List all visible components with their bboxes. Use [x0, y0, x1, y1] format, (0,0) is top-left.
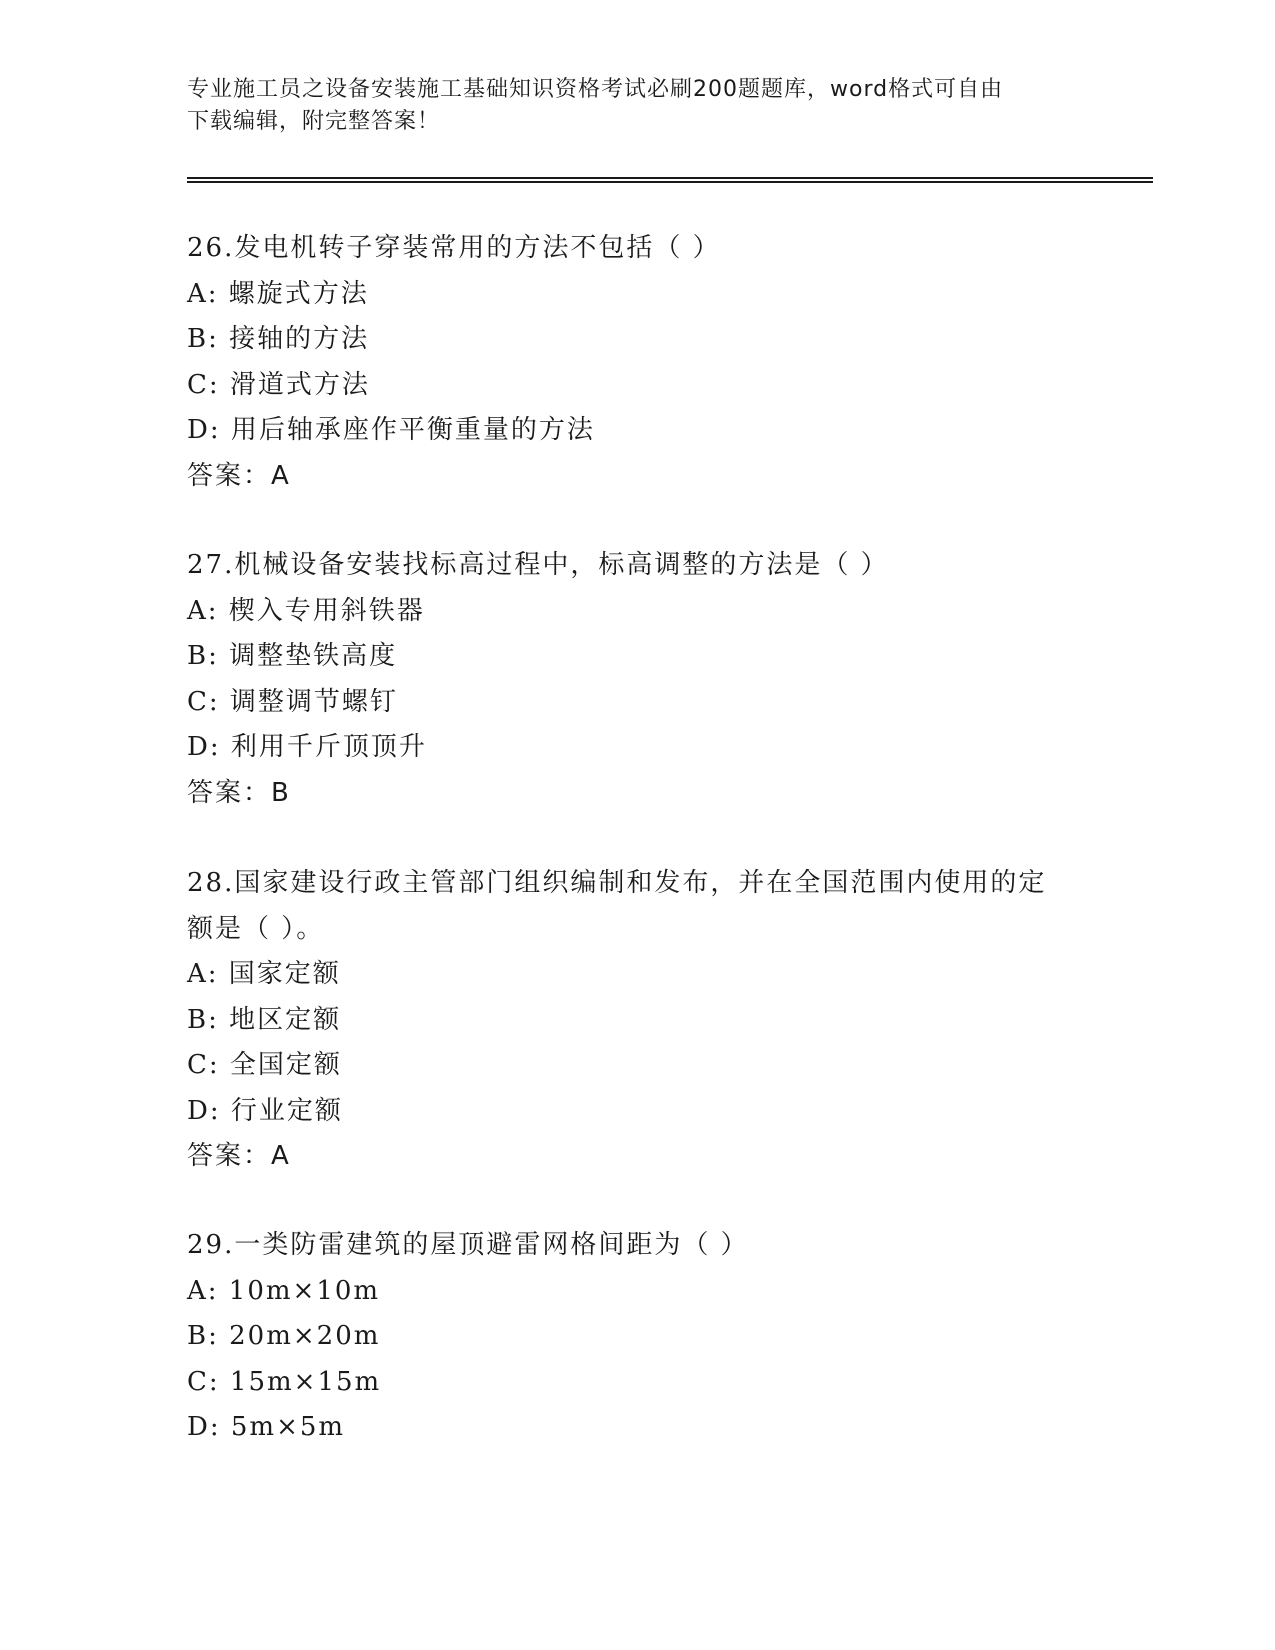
question-stem-line-1: 28.国家建设行政主管部门组织编制和发布，并在全国范围内使用的定 [187, 868, 1047, 898]
option-d: D: 行业定额 [187, 1095, 343, 1126]
header-line-1: 专业施工员之设备安装施工基础知识资格考试必刷200题题库，word格式可自由 [187, 77, 1004, 102]
answer-line: 答案：A [187, 1141, 291, 1171]
option-a: A: 国家定额 [187, 959, 341, 989]
question-stem-line-2: 额是（ ）。 [187, 913, 325, 944]
question-stem: 26.发电机转子穿装常用的方法不包括（ ） [187, 233, 721, 263]
option-a: A: 楔入专用斜铁器 [187, 595, 425, 626]
answer-line: 答案：A [187, 460, 291, 491]
option-b: B: 调整垫铁高度 [187, 641, 398, 671]
option-b: B: 20m×20m [187, 1321, 381, 1351]
option-a: A: 10m×10m [187, 1275, 381, 1306]
option-c: C: 15m×15m [187, 1366, 382, 1397]
option-c: C: 调整调节螺钉 [187, 686, 398, 717]
option-d: D: 利用千斤顶顶升 [187, 732, 427, 762]
option-b: B: 地区定额 [187, 1004, 342, 1035]
option-c: C: 滑道式方法 [187, 369, 370, 400]
question-29 [187, 1223, 1087, 1451]
document-header [187, 74, 1087, 138]
header-line-2: 下载编辑，附完整答案！ [187, 109, 441, 134]
option-b: B: 接轴的方法 [187, 324, 370, 354]
option-d: D: 5m×5m [187, 1412, 346, 1442]
question-27 [187, 543, 1087, 816]
option-c: C: 全国定额 [187, 1050, 342, 1080]
question-26 [187, 226, 1087, 499]
option-d: D: 用后轴承座作平衡重量的方法 [187, 415, 595, 445]
header-double-rule [187, 177, 1153, 183]
question-stem: 29.一类防雷建筑的屋顶避雷网格间距为（ ） [187, 1230, 749, 1260]
option-a: A: 螺旋式方法 [187, 278, 369, 309]
question-stem: 27.机械设备安装找标高过程中，标高调整的方法是（ ） [187, 550, 889, 580]
question-28 [187, 861, 1087, 1180]
answer-line: 答案：B [187, 777, 291, 808]
